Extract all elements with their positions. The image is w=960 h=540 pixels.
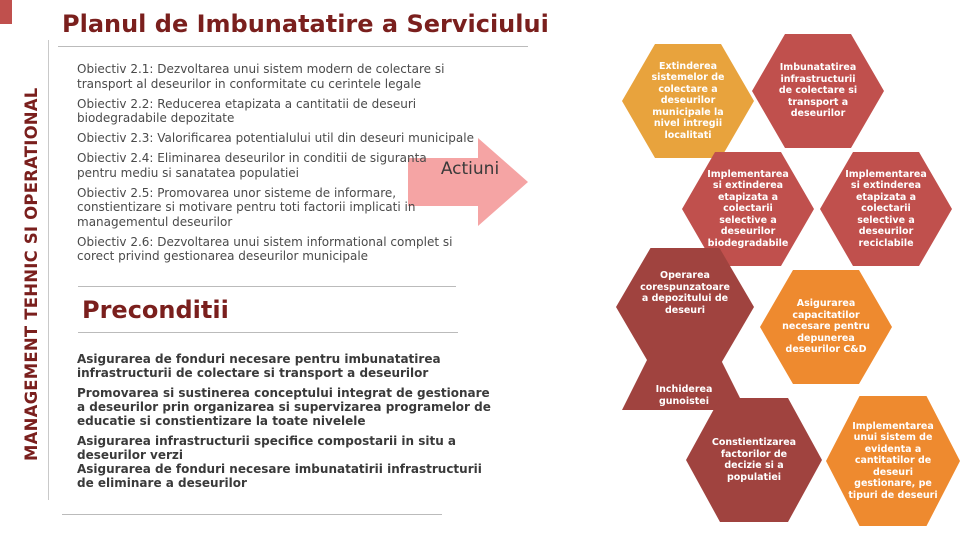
hex-tile [760, 270, 892, 384]
precondition-item: Asigurarea de fonduri necesare pentru imbunatatirea infrastructurii de colectare si transport a deseurilor [77, 352, 441, 380]
title-divider [58, 46, 528, 47]
hex-label: Implementarea si extinderea etapizata a colectarii selective a deseurilor biodegradabile [707, 168, 789, 249]
objectives-list [77, 62, 477, 269]
precondition-item: Asigurarea de fonduri necesare imbunatatirii infrastructurii de eliminare a deseurilor [77, 462, 482, 490]
preconditions-list [77, 352, 497, 496]
hex-tile [622, 44, 754, 158]
side-divider [48, 40, 49, 500]
page-title: Planul de Imbunatatire a Serviciului [62, 10, 549, 38]
hex-tile [752, 34, 884, 148]
side-accent-bar [0, 0, 12, 24]
hex-label: Implementarea unui sistem de evidenta a cantitatilor de deseuri gestionare, pe tipuri de deseuri [848, 420, 938, 501]
objective-item: Obiectiv 2.4: Eliminarea deseurilor in conditii de siguranta pentru mediu si sanatatea populatiei [77, 151, 427, 180]
section-label: MANAGEMENT TEHNIC SI OPERATIONAL [22, 87, 41, 462]
hex-label: Extinderea sistemelor de colectare a deseurilor municipale la nivel intregii localitati [651, 60, 725, 141]
objective-item: Obiectiv 2.6: Dezvoltarea unui sistem informational complet si corect privind gestionarea deseurilor municipale [77, 234, 453, 263]
hex-tile [686, 398, 822, 522]
hex-label: Implementarea si extinderea etapizata a colectarii selective a deseurilor reciclabile [845, 168, 927, 249]
hex-label: Inchiderea gunoistei [655, 384, 713, 407]
preconditions-title: Preconditii [82, 296, 229, 324]
objective-item: Obiectiv 2.3: Valorificarea potentialului util din deseuri municipale [77, 131, 474, 145]
hex-label: Asigurarea capacitatilor necesare pentru depunerea deseurilor C&D [782, 298, 870, 356]
precondition-item: Asigurarea infrastructurii specifice compostarii in situ a deseurilor verzi [77, 434, 457, 462]
objectives-divider [78, 286, 456, 287]
precondition-item: Promovarea si sustinerea conceptului integrat de gestionare a deseurilor prin organizarea si supervizarea programelor de educatie si constientizare la toate nivelele [77, 386, 491, 428]
hex-label: Imbunatatirea infrastructurii de colectare si transport a deseurilor [778, 62, 858, 120]
hex-tile [826, 396, 960, 526]
hex-label: Operarea corespunzatoare a depozitului de deseuri [640, 270, 730, 316]
actions-label: Actiuni [440, 159, 500, 179]
preconditions-divider [78, 332, 458, 333]
bottom-divider [62, 514, 442, 515]
hex-label: Constientizarea factorilor de decizie si a populatiei [711, 437, 797, 483]
objective-item: Obiectiv 2.1: Dezvoltarea unui sistem modern de colectare si transport al deseurilor in conformitate cu cerintele legale [77, 62, 445, 91]
objective-item: Obiectiv 2.5: Promovarea unor sisteme de informare, constientizare si motivare pentru toti factorii implicati in managementul deseurilor [77, 185, 416, 229]
objective-item: Obiectiv 2.2: Reducerea etapizata a cantitatii de deseuri biodegradabile depozitate [77, 96, 417, 125]
hex-tile [820, 152, 952, 266]
